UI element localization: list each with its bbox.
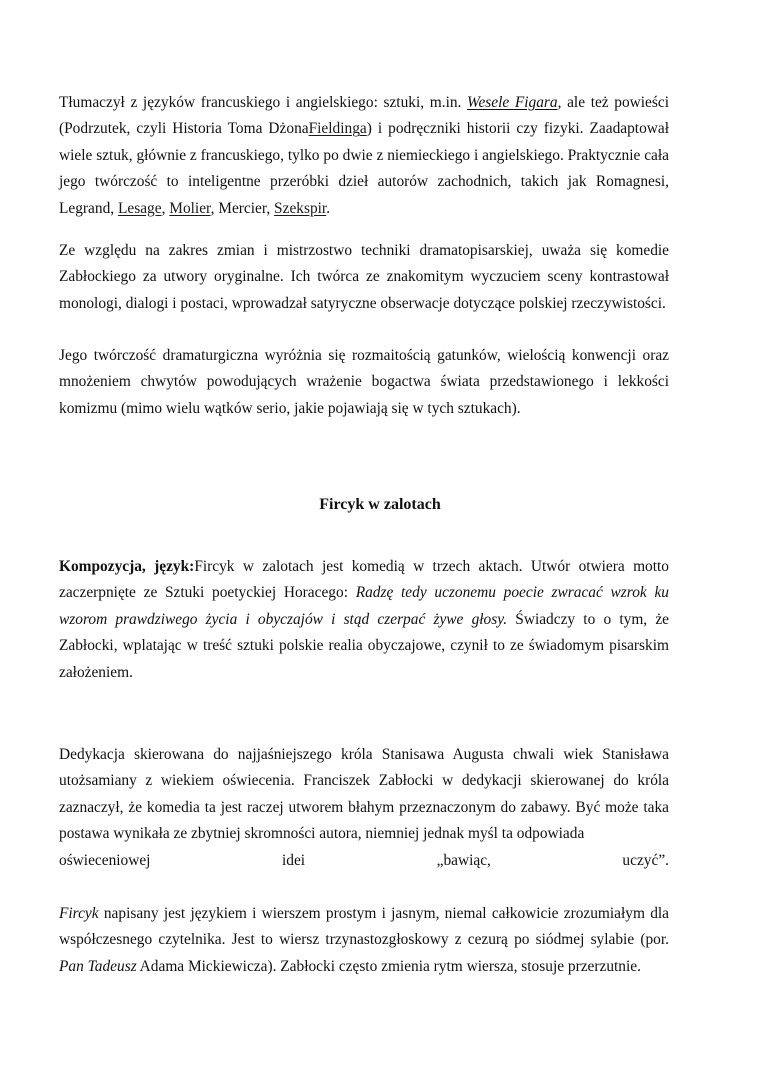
paragraph-language — [59, 901, 669, 980]
text-segment: , Mercier, — [210, 199, 275, 217]
motto-quote: Radzę tedy uczonemu poecie zwracać wzrok ku wzorom prawdziwego życia i obyczajów i stąd czerpać żywe głosy. — [59, 584, 669, 628]
text-segment: ) i podręczniki historii czy fizyki. Zaadaptował wiele sztuk, głównie z francuskiego, tylko po dwie z niemieckiego i angielskiego. Praktycznie cała jego twórczość to inteligentne przeróbki dzieł autorów zachodnich, takich jak Romagnesi, Legrand, — [59, 120, 669, 217]
text-segment: . — [326, 199, 331, 217]
text-segment-tail: oświeceniowej idei „bawiąc, uczyć”. — [59, 851, 669, 869]
text-segment: napisany jest językiem i wierszem prostym i jasnym, niemal całkowicie zrozumiałym dla współczesnego czytelnika. Jest to wiersz trzynastozgłoskowy z cezurą po siódmej sylabie (por. — [59, 905, 669, 949]
paragraph-originality: Ze względu na zakres zmian i mistrzostwo techniki dramatopisarskiej, uważa się komedie Zabłockiego za utwory oryginalne. Ich twórca ze znakomitym wyczuciem sceny kontrastował monologi, dialogi i postaci, wprowadzał satyryczne obserwacje dotyczące polskiej rzeczywistości. — [59, 242, 669, 312]
link-lesage[interactable]: Lesage — [117, 199, 162, 217]
title-fircyk: Fircyk — [59, 905, 99, 922]
text-segment: , — [161, 199, 170, 217]
text-segment: Świadczy to o tym, że Zabłocki, wplatając w treść sztuki polskie realia obyczajowe, czynił to ze świadomym pisarskim założeniem. — [59, 610, 669, 681]
text-segment: Tłumaczył z języków francuskiego i angielskiego: sztuki, m.in. — [59, 94, 468, 111]
link-szekspir[interactable]: Szekspir — [274, 199, 327, 217]
text-segment: , ale też powieści (Podrzutek, czyli Historia Toma Dżona — [59, 94, 669, 138]
title-pan-tadeusz: Pan Tadeusz — [59, 957, 137, 975]
bold-label: Kompozycja, język: — [59, 558, 195, 575]
paragraph-dramaturgy: Jego twórczość dramaturgiczna wyróżnia się rozmaitością gatunków, wielością konwencji oraz mnożeniem chwytów powodujących wrażenie bogactwa świata przedstawionego i lekkości komizmu (mimo wielu wątków serio, jakie pojawiają się w tych sztukach). — [59, 347, 669, 417]
link-fieldinga[interactable]: Fieldinga — [308, 120, 367, 138]
paragraph-composition — [59, 554, 669, 686]
text-segment: Dedykacja skierowana do najjaśniejszego króla Stanisawa Augusta chwali wiek Stanisława utożsamiany z wiekiem oświecenia. Franciszek Zabłocki w dedykacji skierowanej do króla zaznaczył, że komedia ta jest raczej utworem błahym przeznaczonym do zabawy. Być może taka postawa wynikała ze zbytniej skromności autora, niemniej jednak myśl ta odpowiada — [59, 746, 669, 843]
text-segment: Fircyk w zalotach jest komedią w trzech aktach. Utwór otwiera motto zaczerpnięte ze Sztuki poetyckiej Horacego: — [59, 558, 669, 602]
text-segment: Adama Mickiewicza). Zabłocki często zmienia rytm wiersza, stosuje przerzutnie. — [136, 957, 641, 975]
paragraph-translations — [59, 90, 669, 222]
link-molier[interactable]: Molier — [169, 199, 211, 217]
section-heading: Fircyk w zalotach — [319, 496, 441, 513]
link-wesele-figara[interactable]: Wesele Figara — [467, 94, 558, 111]
paragraph-dedication — [59, 742, 669, 874]
